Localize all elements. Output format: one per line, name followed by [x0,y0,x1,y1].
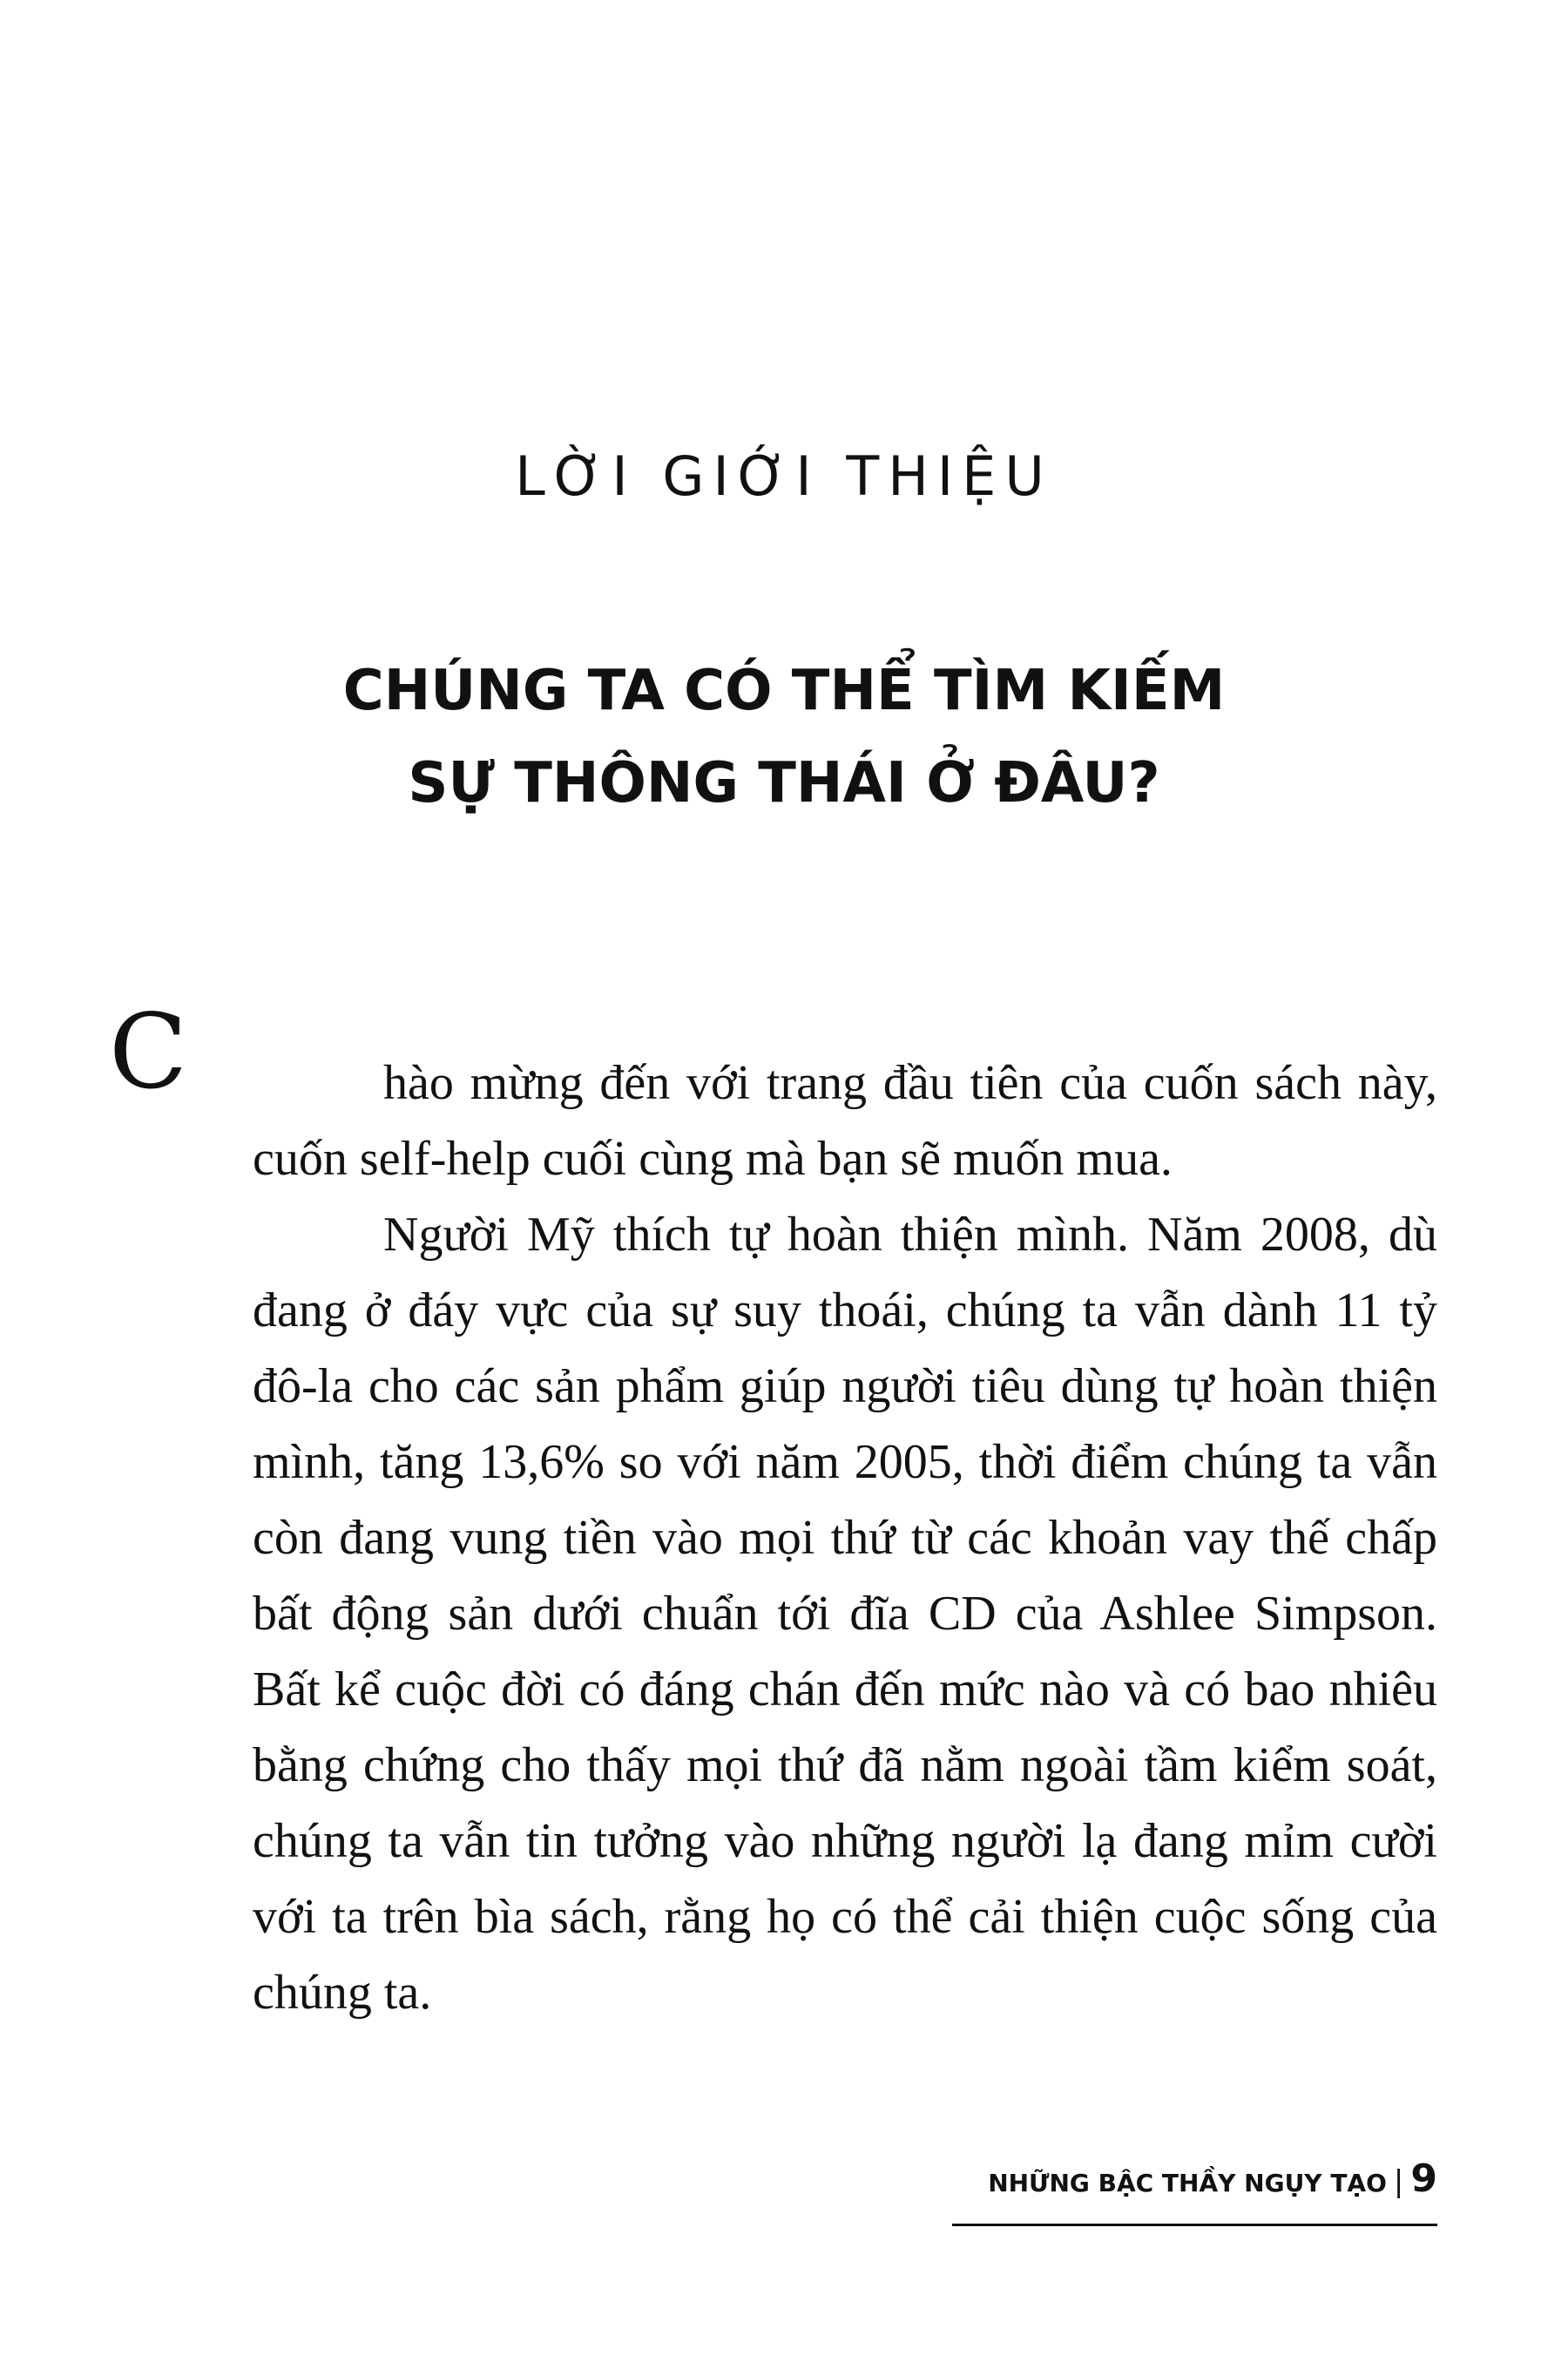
footer-book-title: NHỮNG BẬC THẦY NGỤY TẠO [988,2169,1387,2197]
chapter-title-line-2: SỰ THÔNG THÁI Ở ĐÂU? [408,751,1160,816]
chapter-title-line-1: CHÚNG TA CÓ THỂ TÌM KIẾM [342,659,1226,723]
drop-cap: C [109,992,188,1112]
page-number: 9 [1410,2156,1437,2201]
footer-separator: | [1393,2164,1404,2199]
paragraph-2: Người Mỹ thích tự hoàn thiện mình. Năm 2008, dù đang ở đáy vực của sự suy thoái, chúng ta vẫn dành 11 tỷ đô-la cho các sản phẩm giúp người tiêu dùng tự hoàn thiện mình, tăng 13,6% so với năm 2005, thời điểm chúng ta vẫn còn đang vung tiền vào mọi thứ từ các khoản vay thế chấp bất động sản dưới chuẩn tới đĩa CD của Ashlee Simpson. Bất kể cuộc đời có đáng chán đến mức nào và có bao nhiêu bằng chứng cho thấy mọi thứ đã nằm ngoài tầm kiểm soát, chúng ta vẫn tin tưởng vào những người lạ đang mỉm cười với ta trên bìa sách, rằng họ có thể cải thiện cuộc sống của chúng ta. [253,1208,1437,2020]
chapter-title [0,645,1568,829]
section-label: LỜI GIỚI THIỆU [515,444,1053,508]
running-footer [958,2156,1437,2201]
body-text [253,1046,1437,2031]
footer-rule [952,2224,1437,2226]
paragraph-1: hào mừng đến với trang đầu tiên của cuốn sách này, cuốn self-help cuối cùng mà bạn sẽ muốn mua. [253,1056,1437,1186]
